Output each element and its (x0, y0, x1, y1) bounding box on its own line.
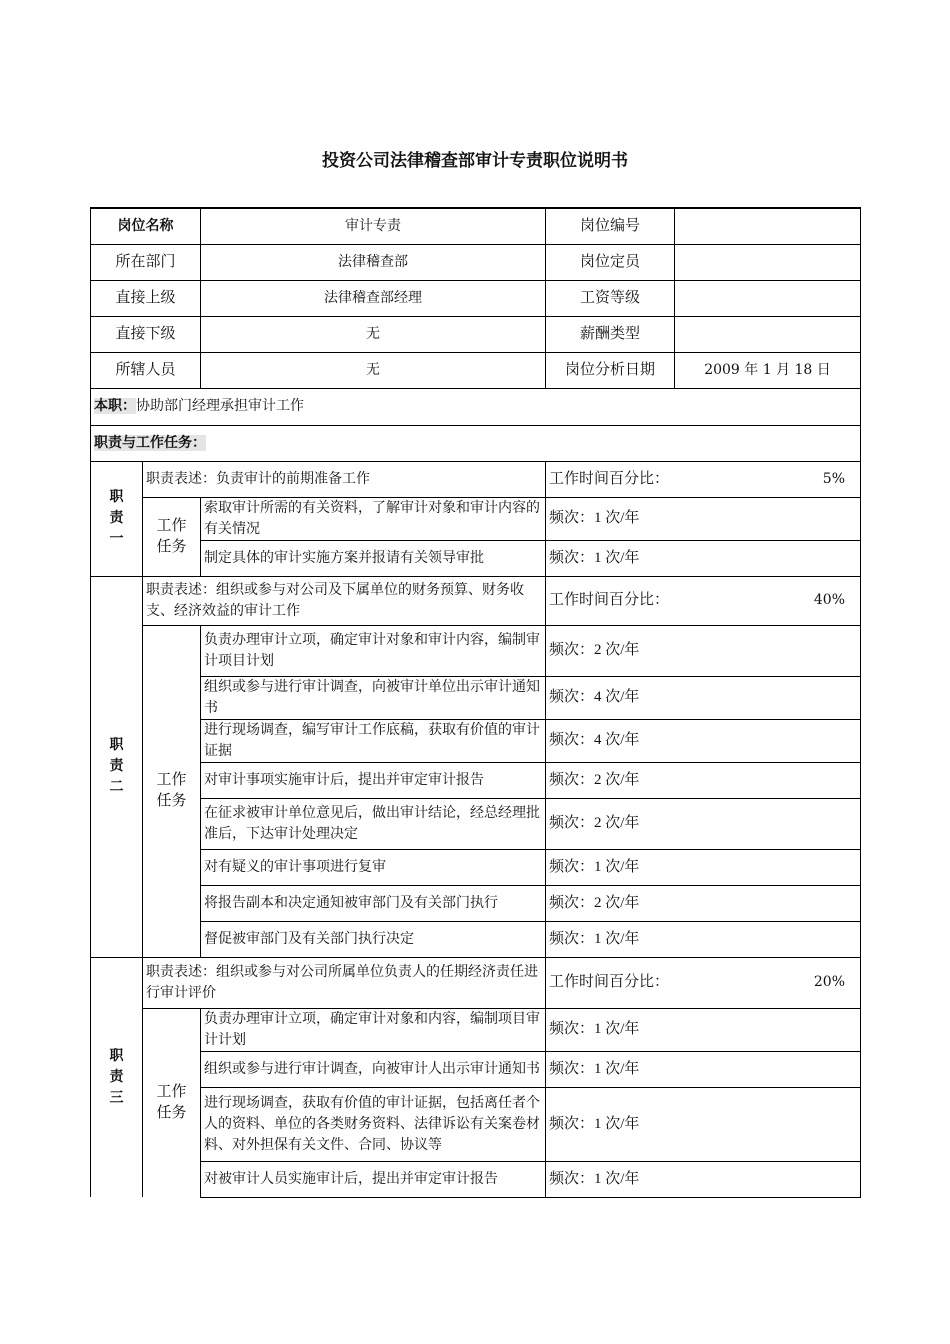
task-text: 索取审计所需的有关资料，了解审计对象和审计内容的有关情况 (201, 497, 546, 540)
tasks-heading-row (91, 425, 861, 461)
task-frequency: 频次：1 次/年 (546, 1008, 861, 1051)
task-label-text: 工作任务 (156, 517, 187, 555)
task-frequency: 频次：2 次/年 (546, 885, 861, 921)
header-value: 法律稽查部经理 (201, 280, 546, 316)
duty-description-row (91, 576, 861, 625)
header-value: 法律稽查部 (201, 244, 546, 280)
task-label (143, 1008, 201, 1197)
header-label: 直接下级 (91, 316, 201, 352)
task-text: 进行现场调查，获取有价值的审计证据，包括离任者个人的资料、单位的各类财务资料、法律诉讼有关案卷材料、对外担保有关文件、合同、协议等 (201, 1087, 546, 1161)
header-label: 薪酬类型 (546, 316, 675, 352)
task-frequency: 频次：2 次/年 (546, 625, 861, 676)
task-text: 在征求被审计单位意见后，做出审计结论，经总经理批准后，下达审计处理决定 (201, 798, 546, 849)
header-value (675, 280, 861, 316)
duty-summary-text: 协助部门经理承担审计工作 (136, 398, 304, 414)
task-row (91, 762, 861, 798)
task-row (91, 676, 861, 719)
header-row (91, 244, 861, 280)
header-label: 岗位分析日期 (546, 352, 675, 388)
header-label: 岗位定员 (546, 244, 675, 280)
percentage-label: 工作时间百分比： (549, 974, 670, 990)
duty-percentage (546, 461, 861, 497)
tasks-heading-cell (91, 425, 861, 461)
header-label: 岗位名称 (91, 208, 201, 244)
header-row (91, 280, 861, 316)
task-row (91, 719, 861, 762)
task-label-text: 工作任务 (156, 772, 187, 809)
duty-percentage (546, 576, 861, 625)
percentage-value: 5% (822, 470, 845, 487)
task-text: 组织或参与进行审计调查，向被审计人出示审计通知书 (201, 1051, 546, 1087)
duty-percentage (546, 957, 861, 1008)
task-frequency: 频次：4 次/年 (546, 719, 861, 762)
analysis-date: 2009 年 1 月 18 日 (675, 352, 861, 388)
task-row (91, 849, 861, 885)
task-row (91, 885, 861, 921)
header-label: 直接上级 (91, 280, 201, 316)
task-row (91, 625, 861, 676)
duty-description: 职责表述：组织或参与对公司及下属单位的财务预算、财务收支、经济效益的审计工作 (143, 576, 546, 625)
task-text: 对有疑义的审计事项进行复审 (201, 849, 546, 885)
header-row (91, 352, 861, 388)
tasks-heading: 职责与工作任务： (94, 434, 206, 451)
position-description-table (90, 207, 861, 1198)
task-frequency: 频次：2 次/年 (546, 762, 861, 798)
percentage-label: 工作时间百分比： (549, 592, 670, 608)
document-title: 投资公司法律稽查部审计专责职位说明书 (322, 151, 628, 171)
duty-title-text: 职责一 (109, 489, 124, 547)
header-value (675, 208, 861, 244)
header-value: 无 (201, 316, 546, 352)
duty-description-row (91, 957, 861, 1008)
task-text: 组织或参与进行审计调查，向被审计单位出示审计通知书 (201, 676, 546, 719)
header-row (91, 316, 861, 352)
percentage-value: 40% (813, 592, 845, 608)
header-label: 所在部门 (91, 244, 201, 280)
task-text: 负责办理审计立项，确定审计对象和审计内容，编制审计项目计划 (201, 625, 546, 676)
duty-description: 职责表述：组织或参与对公司所属单位负责人的任期经济责任进行审计评价 (143, 957, 546, 1008)
task-frequency: 频次：2 次/年 (546, 798, 861, 849)
duty-title (91, 576, 143, 957)
header-label: 工资等级 (546, 280, 675, 316)
task-label (143, 625, 201, 957)
task-row (91, 1087, 861, 1161)
duty-summary (91, 388, 861, 425)
task-frequency: 频次：1 次/年 (546, 1087, 861, 1161)
task-text: 将报告副本和决定通知被审部门及有关部门执行 (201, 885, 546, 921)
duty-summary-row (91, 388, 861, 425)
task-row (91, 540, 861, 576)
task-frequency: 频次：1 次/年 (546, 1051, 861, 1087)
task-row (91, 1008, 861, 1051)
duty-title-text: 职责三 (109, 1047, 124, 1106)
task-text: 制定具体的审计实施方案并报请有关领导审批 (201, 540, 546, 576)
task-row (91, 1161, 861, 1197)
percentage-value: 20% (813, 974, 845, 990)
task-frequency: 频次：4 次/年 (546, 676, 861, 719)
duty-description-row (91, 461, 861, 497)
task-text: 负责办理审计立项，确定审计对象和内容，编制项目审计计划 (201, 1008, 546, 1051)
header-value: 审计专责 (201, 208, 546, 244)
task-label-text: 工作任务 (156, 1083, 187, 1121)
task-text: 对审计事项实施审计后，提出并审定审计报告 (201, 762, 546, 798)
task-text: 对被审计人员实施审计后，提出并审定审计报告 (201, 1161, 546, 1197)
task-frequency: 频次：1 次/年 (546, 921, 861, 957)
task-frequency: 频次：1 次/年 (546, 1161, 861, 1197)
task-frequency: 频次：1 次/年 (546, 849, 861, 885)
percentage-label: 工作时间百分比： (549, 470, 670, 487)
duty-summary-label: 本职： (94, 398, 136, 414)
task-row (91, 921, 861, 957)
task-frequency: 频次：1 次/年 (546, 497, 861, 540)
task-row (91, 1051, 861, 1087)
task-row (91, 497, 861, 540)
header-value: 无 (201, 352, 546, 388)
header-row (91, 208, 861, 244)
task-label (143, 497, 201, 576)
duty-description: 职责表述：负责审计的前期准备工作 (143, 461, 546, 497)
task-text: 督促被审部门及有关部门执行决定 (201, 921, 546, 957)
duty-title-text: 职责二 (109, 737, 124, 795)
header-label: 岗位编号 (546, 208, 675, 244)
task-row (91, 798, 861, 849)
header-value (675, 244, 861, 280)
task-frequency: 频次：1 次/年 (546, 540, 861, 576)
header-label: 所辖人员 (91, 352, 201, 388)
duty-title (91, 461, 143, 576)
header-value (675, 316, 861, 352)
task-text: 进行现场调查，编写审计工作底稿，获取有价值的审计证据 (201, 719, 546, 762)
duty-title (91, 957, 143, 1197)
